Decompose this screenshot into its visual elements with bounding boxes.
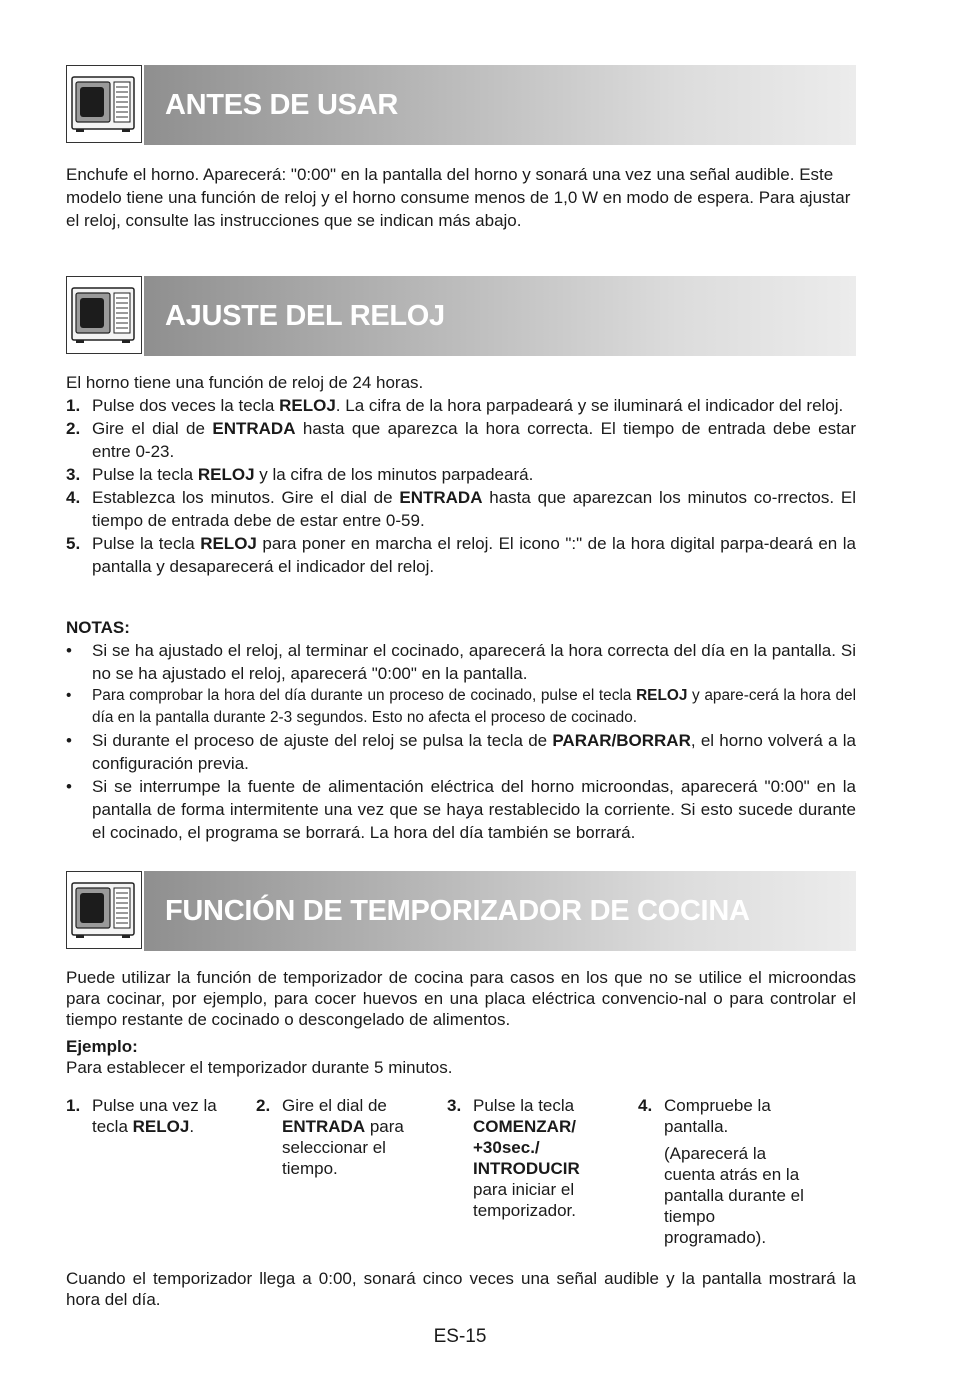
reloj-intro: El horno tiene una función de reloj de 24 horas.	[66, 373, 424, 392]
timer-steps	[66, 1095, 856, 1255]
notes-heading: NOTAS:	[66, 618, 130, 637]
example-heading: Ejemplo:	[66, 1037, 138, 1056]
timer-step-note: (Aparecerá la cuenta atrás en la pantalla durante el tiempo programado).	[664, 1144, 804, 1247]
notes-list	[66, 639, 856, 844]
temporizador-intro: Puede utilizar la función de temporizador de cocina para casos en los que no se utilice el microondas para cocinar, por ejemplo, para cocer huevos en una placa eléctrica convencio-nal o para controlar el tiempo restante de cocinado o descongelado de alimentos.	[66, 968, 856, 1029]
microwave-icon	[66, 871, 142, 949]
page-number: ES-15	[433, 1326, 487, 1347]
timer-step: 1. Pulse una vez la tecla RELOJ.	[66, 1096, 217, 1136]
section-title: AJUSTE DEL RELOJ	[165, 300, 445, 332]
temporizador-closing: Cuando el temporizador llega a 0:00, sonará cinco veces una señal audible y la pantalla mostrará la hora del día.	[66, 1269, 856, 1309]
section-title: FUNCIÓN DE TEMPORIZADOR DE COCINA	[165, 895, 750, 927]
section-banner-temporizador	[66, 871, 856, 951]
antes-paragraph: Enchufe el horno. Aparecerá: "0:00" en la pantalla del horno y sonará una vez una señal audible. Este modelo tiene una función de reloj y el horno consume menos de 1,0 W en modo de espera. Para ajustar el reloj, consulte las instrucciones que se indican más abajo.	[66, 165, 851, 230]
timer-step: 4. Compruebe la pantalla. (Aparecerá la cuenta atrás en la pantalla durante el tiempo programado).	[638, 1095, 818, 1248]
microwave-icon	[66, 65, 142, 143]
step-item: 5. Pulse la tecla RELOJ para poner en marcha el reloj. El icono ":" de la hora digital parpa-deará en la pantalla y desaparecerá el indicador del reloj.	[66, 534, 856, 576]
reloj-steps	[66, 394, 856, 578]
section-banner-reloj	[66, 276, 856, 356]
note-item: • Para comprobar la hora del día durante un proceso de cocinado, pulse el tecla RELOJ y apare-cerá la hora del día en la pantalla durante 2-3 segundos. Esto no afecta el proceso de cocinado.	[66, 687, 857, 726]
step-item: 4. Establezca los minutos. Gire el dial de ENTRADA hasta que aparezcan los minutos co-rrectos. El tiempo de entrada debe de estar entre 0-59.	[66, 488, 856, 530]
timer-step: 3. Pulse la tecla COMENZAR/ +30sec./ INTRODUCIR para iniciar el temporizador.	[447, 1096, 580, 1220]
step-item: 2. Gire el dial de ENTRADA hasta que aparezca la hora correcta. El tiempo de entrada debe estar entre 0-23.	[66, 419, 856, 461]
timer-step: 2. Gire el dial de ENTRADA para seleccionar el tiempo.	[256, 1096, 404, 1178]
step-item: 1. Pulse dos veces la tecla RELOJ. La cifra de la hora parpadeará y se iluminará el indicador del reloj.	[66, 396, 844, 415]
microwave-icon	[66, 276, 142, 354]
section-title: ANTES DE USAR	[165, 89, 398, 121]
section-banner-antes	[66, 65, 856, 145]
step-item: 3. Pulse la tecla RELOJ y la cifra de los minutos parpadeará.	[66, 465, 534, 484]
example-text: Para establecer el temporizador durante 5 minutos.	[66, 1058, 453, 1077]
note-item: • Si durante el proceso de ajuste del reloj se pulsa la tecla de PARAR/BORRAR, el horno volverá a la configuración previa.	[66, 731, 856, 773]
note-item: • Si se ha ajustado el reloj, al terminar el cocinado, aparecerá la hora correcta del día en la pantalla. Si no se ha ajustado el reloj, aparecerá "0:00" en la pantalla.	[66, 641, 856, 683]
note-item: • Si se interrumpe la fuente de alimentación eléctrica del horno microondas, aparecerá "0:00" en la pantalla de forma intermitente una vez que se haya restablecido la corriente. Si esto sucede durante el cocinado, el programa se borrará. La hora del día también se borrará.	[66, 777, 856, 842]
